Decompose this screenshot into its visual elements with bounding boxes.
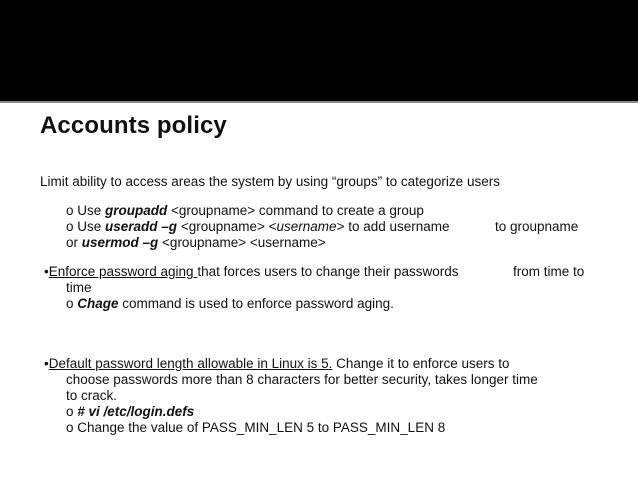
useradd-prefix: o Use [66, 219, 106, 234]
usermod-command: usermod –g [81, 235, 159, 250]
groupadd-command: groupadd [105, 203, 168, 218]
slide-title: Accounts policy [40, 112, 227, 139]
aging-line [44, 264, 458, 280]
aging-rest: that forces users to change their passwords [197, 264, 459, 279]
pass-min-len-line: o Change the value of PASS_MIN_LEN 5 to PASS_MIN_LEN 8 [66, 420, 446, 435]
groupadd-prefix: o Use [66, 203, 106, 218]
usermod-line [66, 235, 326, 251]
chage-rest: command is used to enforce password aging. [118, 296, 394, 311]
header-rule [0, 101, 638, 103]
intro-text: Limit ability to access areas the system by using “groups” to categorize users [40, 174, 500, 189]
length-rest: Change it to enforce users to [332, 356, 510, 371]
usermod-rest: <groupname> <username> [158, 235, 326, 250]
length-continuation-2: to crack. [66, 388, 118, 403]
aging-continuation: time [66, 280, 92, 295]
chage-prefix: o [66, 296, 78, 311]
useradd-tail: to groupname [495, 219, 579, 234]
useradd-line [66, 219, 450, 235]
login-defs-line [66, 404, 194, 420]
groupadd-line [66, 203, 424, 219]
chage-line [66, 296, 394, 312]
length-link: Default password length allowable in Linux is 5. [48, 356, 333, 371]
aging-bullet: • [44, 264, 49, 279]
login-defs-prefix: o [66, 404, 78, 419]
chage-command: Chage [77, 296, 119, 311]
aging-link: Enforce password aging [48, 264, 198, 279]
length-line [44, 356, 510, 372]
login-defs-command: # vi /etc/login.defs [77, 404, 195, 419]
usermod-prefix: or [66, 235, 82, 250]
aging-tail: from time to [513, 264, 585, 279]
groupadd-rest: <groupname> command to create a group [167, 203, 424, 218]
useradd-mid1: <groupname> < [177, 219, 277, 234]
useradd-mid2: > to add username [336, 219, 450, 234]
useradd-command: useradd –g [105, 219, 178, 234]
length-continuation-1: choose passwords more than 8 characters for better security, takes longer time [66, 372, 538, 387]
useradd-username-arg: username [276, 219, 337, 234]
header-band [0, 0, 638, 101]
length-bullet: • [44, 356, 49, 371]
